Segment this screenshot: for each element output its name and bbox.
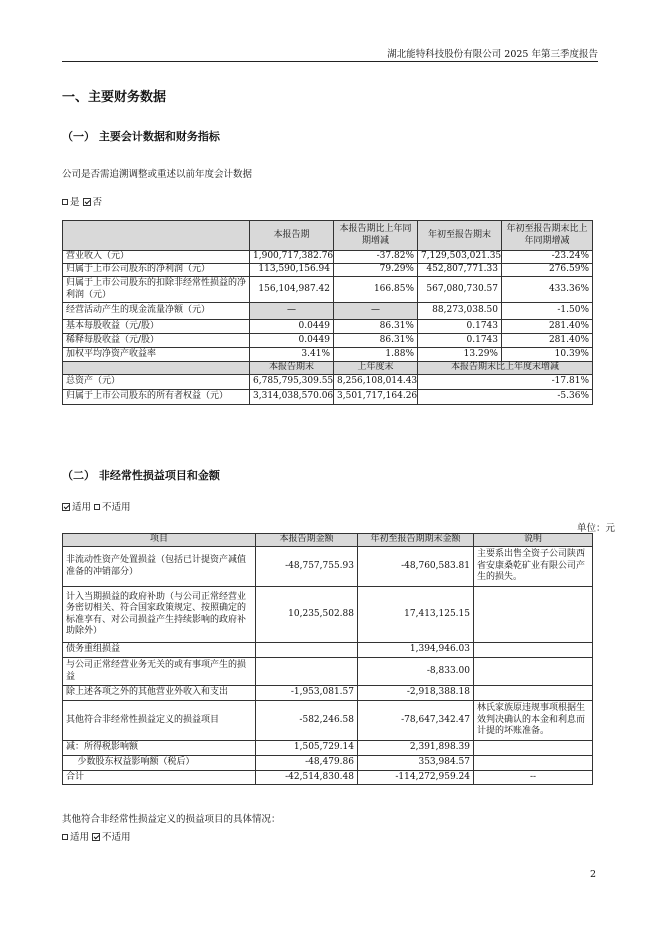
row-label: 加权平均净资产收益率	[63, 348, 250, 362]
checkbox-checked-icon	[62, 503, 70, 511]
option-not-applicable-label: 不适用	[102, 832, 131, 843]
table-header: 年初至报告期末	[418, 221, 502, 251]
cell: 10,235,502.88	[256, 587, 358, 643]
page-number: 2	[590, 869, 597, 880]
cell-note	[474, 741, 593, 756]
cell: 1.88%	[334, 348, 418, 362]
section-title-financial-data: 一、主要财务数据	[62, 90, 167, 105]
cell: -48,760,583.81	[358, 547, 474, 587]
cell: 281.40%	[502, 334, 593, 348]
option-no-label: 否	[92, 197, 103, 208]
table-row	[63, 658, 593, 686]
table-row	[63, 264, 593, 277]
cell: -1,953,081.57	[256, 686, 358, 701]
cell-note: --	[474, 771, 593, 785]
row-label: 归属于上市公司股东的扣除非经常性损益的净利润（元）	[63, 277, 250, 303]
cell: 353,984.57	[358, 756, 474, 771]
cell: -78,647,342.47	[358, 701, 474, 741]
cell: 10.39%	[502, 348, 593, 362]
cell: 1,900,717,382.76	[250, 251, 334, 264]
cell: —	[250, 303, 334, 320]
cell: 7,129,503,021.35	[418, 251, 502, 264]
checkbox-unchecked-icon	[94, 504, 100, 510]
row-label: 总资产（元）	[63, 375, 250, 390]
cell: 17,413,125.15	[358, 587, 474, 643]
cell: 567,080,730.57	[418, 277, 502, 303]
checkbox-unchecked-icon	[62, 834, 68, 840]
other-items-text: 其他符合非经常性损益定义的损益项目的具体情况：	[62, 814, 281, 825]
table-header: 本报告期末比上年度末增减	[418, 362, 593, 375]
other-items-options	[62, 829, 131, 843]
row-label: 营业收入（元）	[63, 251, 250, 264]
cell: -42,514,830.48	[256, 771, 358, 785]
option-applicable-label: 适用	[70, 832, 90, 843]
checkbox-checked-icon	[83, 198, 91, 206]
cell: -17.81%	[418, 375, 593, 390]
cell: -48,757,755.93	[256, 547, 358, 587]
restatement-options	[62, 194, 102, 208]
table-row	[63, 741, 593, 756]
table-header-blank	[63, 362, 250, 375]
table-row	[63, 320, 593, 334]
row-label: 基本每股收益（元/股）	[63, 320, 250, 334]
row-label: 经营活动产生的现金流量净额（元）	[63, 303, 250, 320]
row-label: 除上述各项之外的其他营业外收入和支出	[63, 686, 256, 701]
table-header: 本报告期金额	[256, 534, 358, 547]
cell	[256, 643, 358, 658]
cell: 8,256,108,014.43	[334, 375, 418, 390]
cell: 88,273,038.50	[418, 303, 502, 320]
section-title-non-recurring: （二） 非经常性损益项目和金额	[62, 469, 220, 482]
row-label: 归属于上市公司股东的所有者权益（元）	[63, 390, 250, 405]
cell: -37.82%	[334, 251, 418, 264]
cell: -114,272,959.24	[358, 771, 474, 785]
report-header-title: 湖北能特科技股份有限公司 2025 年第三季度报告	[387, 49, 598, 60]
table-row	[63, 277, 593, 303]
row-label: 合计	[63, 771, 256, 785]
cell-note	[474, 643, 593, 658]
table-row	[63, 643, 593, 658]
cell: 1,394,946.03	[358, 643, 474, 658]
table-row	[63, 756, 593, 771]
option-yes-label: 是	[70, 197, 80, 208]
table-row	[63, 547, 593, 587]
row-label: 少数股东权益影响额（税后）	[63, 756, 256, 771]
table-header: 本报告期比上年同期增减	[334, 221, 418, 251]
cell-note	[474, 658, 593, 686]
table-header: 说明	[474, 534, 593, 547]
row-label: 计入当期损益的政府补助（与公司正常经营业务密切相关、符合国家政策规定、按照确定的标准享有、对公司损益产生持续影响的政府补助除外）	[63, 587, 256, 643]
cell: 86.31%	[334, 334, 418, 348]
cell: 3,314,038,570.06	[250, 390, 334, 405]
option-applicable-label: 适用	[72, 502, 92, 513]
cell: 6,785,795,309.55	[250, 375, 334, 390]
cell-note: 林氏家族原违规事项根据生效判决确认的本金和利息而计提的坏账准备。	[474, 701, 593, 741]
table-header: 本报告期	[250, 221, 334, 251]
table-header: 上年度末	[334, 362, 418, 375]
cell: -23.24%	[502, 251, 593, 264]
cell: 0.0449	[250, 320, 334, 334]
cell: -8,833.00	[358, 658, 474, 686]
cell: 2,391,898.39	[358, 741, 474, 756]
cell: 452,807,771.33	[418, 264, 502, 277]
row-label: 稀释每股收益（元/股）	[63, 334, 250, 348]
cell	[256, 658, 358, 686]
checkbox-checked-icon	[92, 833, 100, 841]
cell: 3,501,717,164.26	[334, 390, 418, 405]
table-row	[63, 303, 593, 320]
cell-note	[474, 686, 593, 701]
cell: 276.59%	[502, 264, 593, 277]
table-row	[63, 686, 593, 701]
row-label: 债务重组损益	[63, 643, 256, 658]
cell: -48,479.86	[256, 756, 358, 771]
table-row	[63, 348, 593, 362]
option-not-applicable-label: 不适用	[102, 502, 131, 513]
cell-note	[474, 587, 593, 643]
table-header: 项目	[63, 534, 256, 547]
table-header-blank	[63, 221, 250, 251]
section-title-key-indicators: （一） 主要会计数据和财务指标	[62, 130, 220, 143]
cell: 0.1743	[418, 334, 502, 348]
cell: -582,246.58	[256, 701, 358, 741]
cell-note: 主要系出售全资子公司陕西省安康桑乾矿业有限公司产生的损失。	[474, 547, 593, 587]
table-header: 年初至报告期末比上年同期增减	[502, 221, 593, 251]
table-row	[63, 251, 593, 264]
cell: 0.0449	[250, 334, 334, 348]
row-label: 减：所得税影响额	[63, 741, 256, 756]
cell-note	[474, 756, 593, 771]
cell: 433.36%	[502, 277, 593, 303]
non-recurring-table	[62, 533, 593, 785]
row-label: 归属于上市公司股东的净利润（元）	[63, 264, 250, 277]
header-divider	[62, 61, 598, 62]
cell: 156,104,987.42	[250, 277, 334, 303]
cell: 1,505,729.14	[256, 741, 358, 756]
cell: 166.85%	[334, 277, 418, 303]
cell: 3.41%	[250, 348, 334, 362]
table-row	[63, 771, 593, 785]
cell: -5.36%	[418, 390, 593, 405]
table-row	[63, 587, 593, 643]
cell: —	[334, 303, 418, 320]
row-label: 其他符合非经常性损益定义的损益项目	[63, 701, 256, 741]
cell: 281.40%	[502, 320, 593, 334]
cell: -1.50%	[502, 303, 593, 320]
cell: 79.29%	[334, 264, 418, 277]
key-financial-table	[62, 220, 593, 405]
cell: 86.31%	[334, 320, 418, 334]
applicability-options	[62, 499, 131, 513]
table-row	[63, 334, 593, 348]
cell: 0.1743	[418, 320, 502, 334]
table-row	[63, 390, 593, 405]
cell: 113,590,156.94	[250, 264, 334, 277]
checkbox-unchecked-icon	[62, 199, 68, 205]
unit-label: 单位：元	[577, 523, 616, 534]
row-label: 与公司正常经营业务无关的或有事项产生的损益	[63, 658, 256, 686]
cell: 13.29%	[418, 348, 502, 362]
cell: -2,918,388.18	[358, 686, 474, 701]
table-row	[63, 375, 593, 390]
restatement-question: 公司是否需追溯调整或重述以前年度会计数据	[62, 169, 253, 180]
table-header: 年初至报告期期末金额	[358, 534, 474, 547]
table-header: 本报告期末	[250, 362, 334, 375]
row-label: 非流动性资产处置损益（包括已计提资产减值准备的冲销部分）	[63, 547, 256, 587]
table-row	[63, 701, 593, 741]
